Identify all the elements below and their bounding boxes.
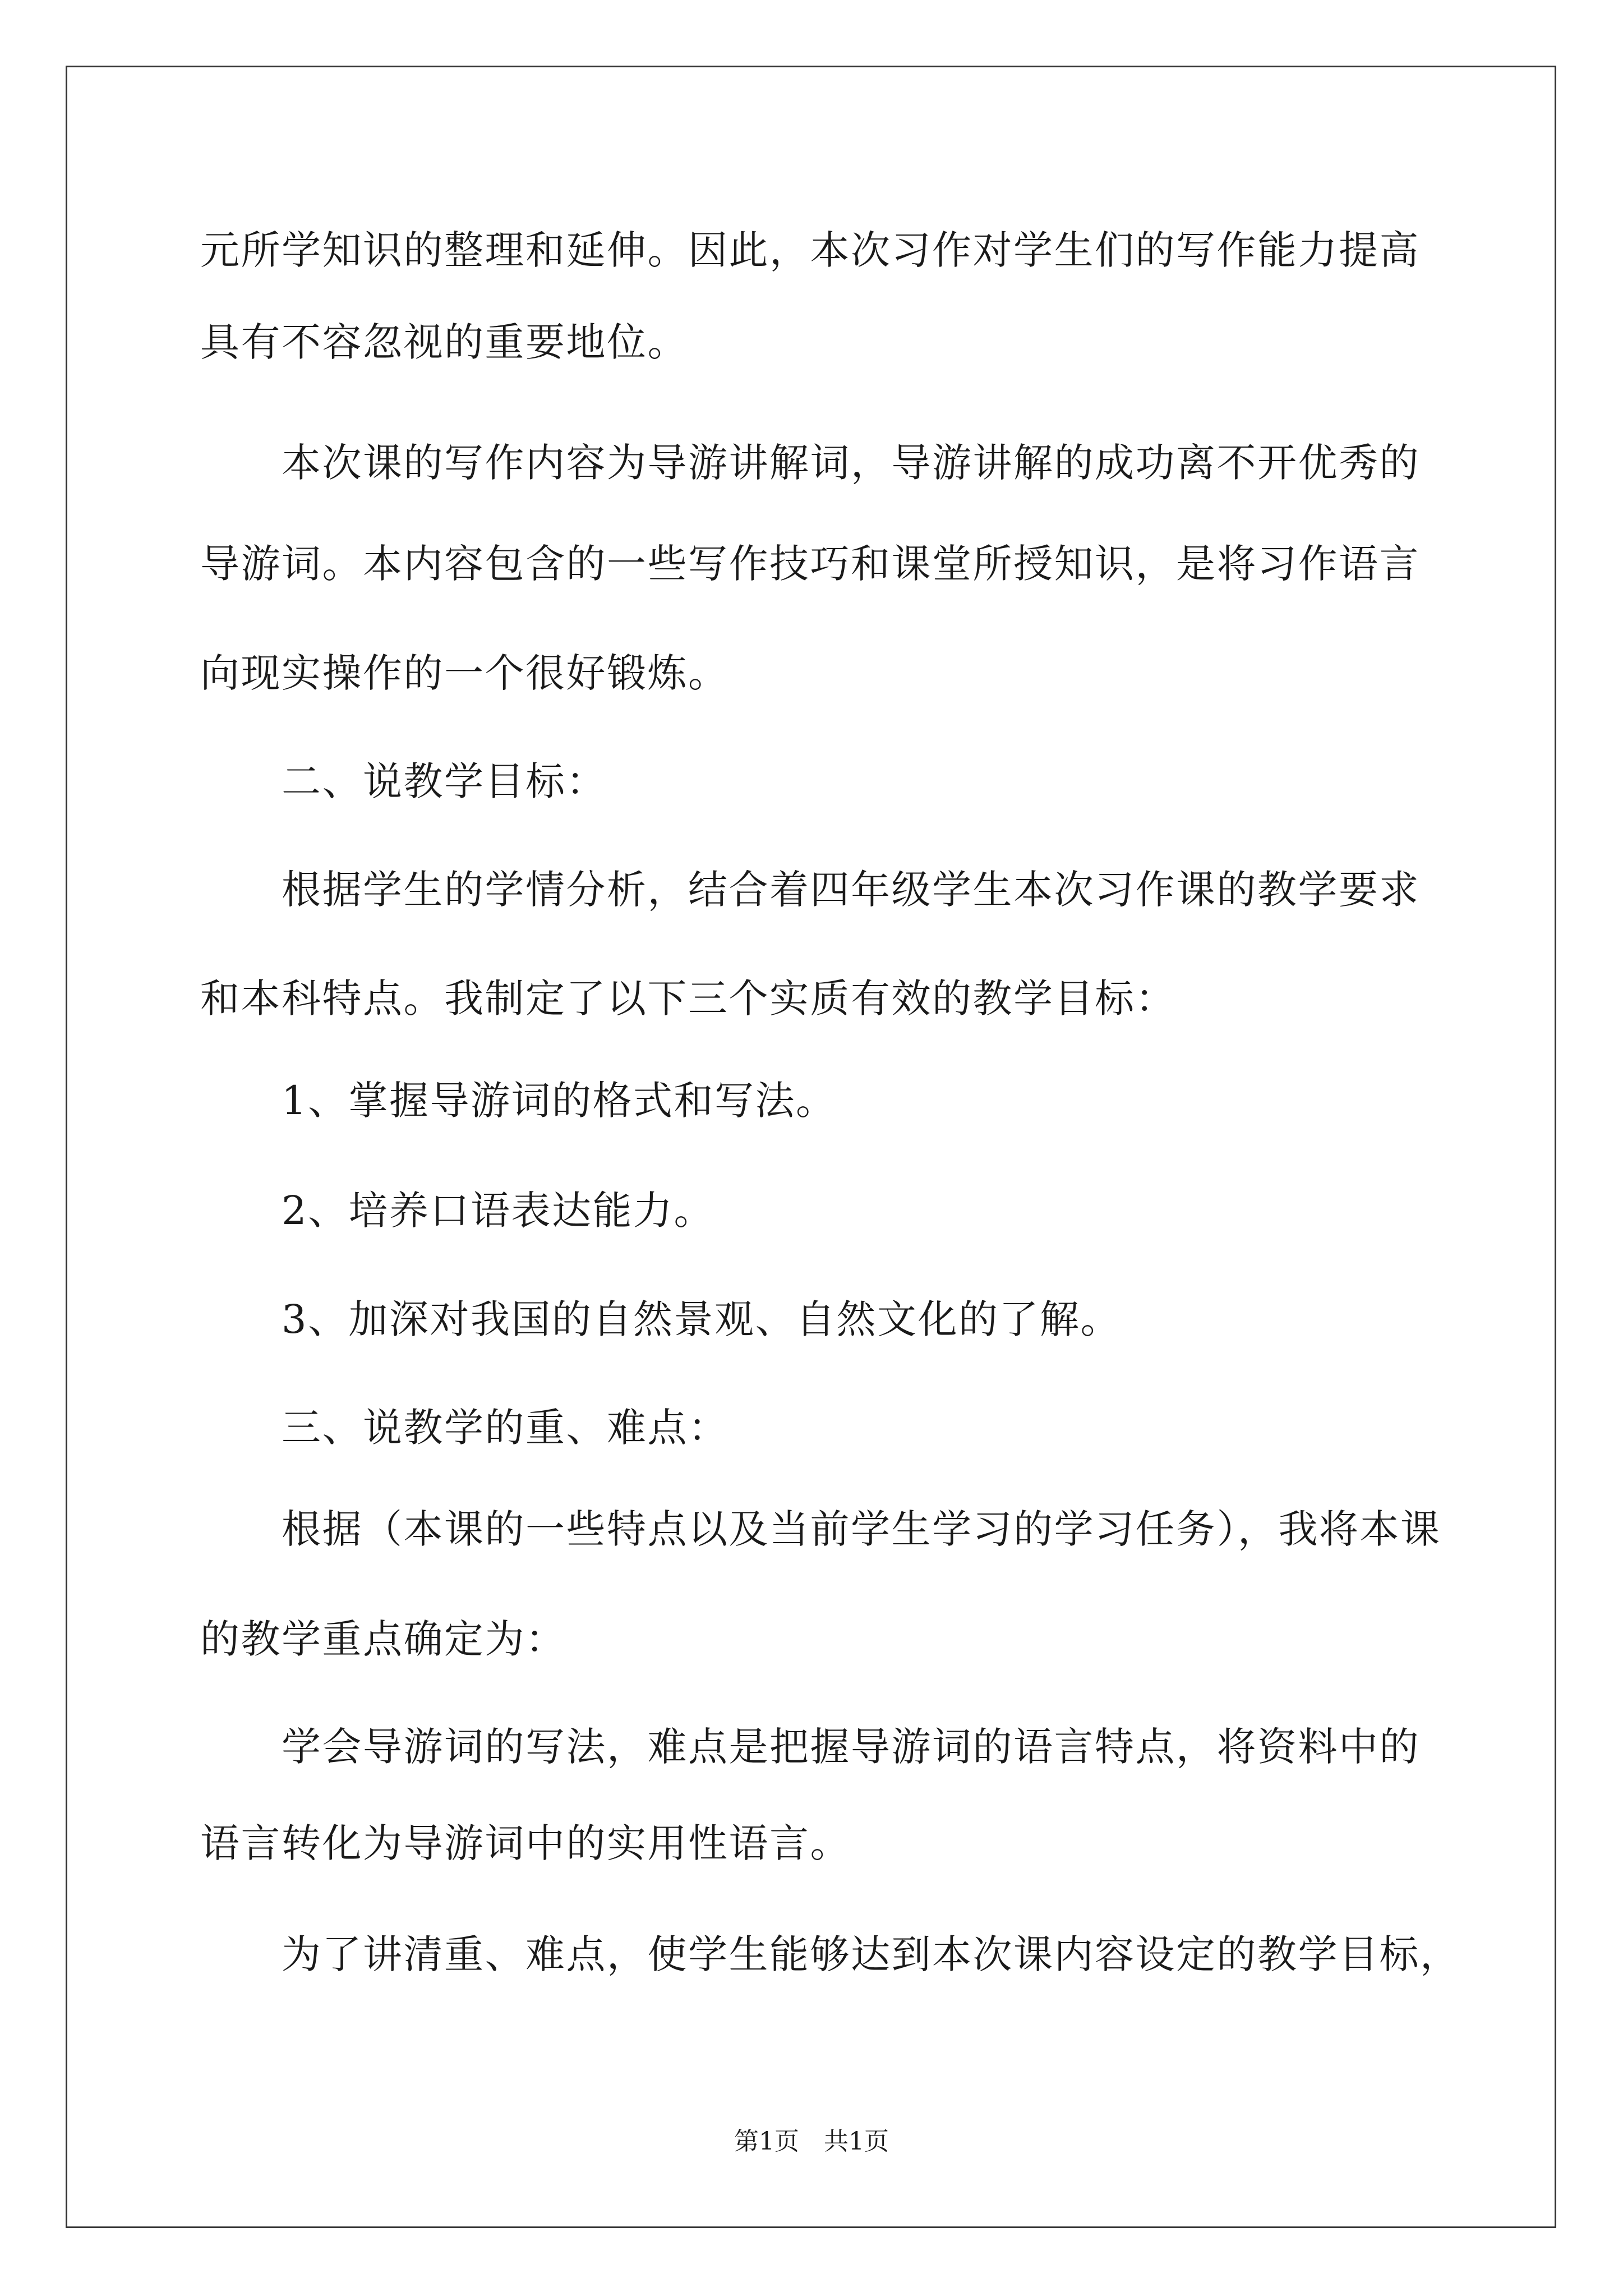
text-line: 和本科特点。我制定了以下三个实质有效的教学目标：: [200, 976, 1176, 1022]
text-line: 具有不容忽视的重要地位。: [200, 319, 688, 365]
text-line: 导游词。本内容包含的一些写作技巧和课堂所授知识，是将习作语言: [200, 541, 1420, 587]
text-line: 的教学重点确定为：: [200, 1616, 566, 1662]
section-heading: 二、说教学目标：: [282, 758, 607, 804]
text-line: 语言转化为导游词中的实用性语言。: [200, 1820, 851, 1866]
text-line: 元所学知识的整理和延伸。因此，本次习作对学生们的写作能力提高: [200, 227, 1420, 273]
page-number-footer: 第1页 共1页: [734, 2127, 889, 2156]
text-line: 向现实操作的一个很好锻炼。: [200, 650, 729, 696]
list-item: 1、掌握导游词的格式和写法。: [282, 1078, 837, 1124]
text-line: 根据（本课的一些特点以及当前学生学习的学习任务），我将本课: [282, 1506, 1441, 1552]
page-border: [66, 66, 1556, 2228]
list-item: 3、加深对我国的自然景观、自然文化的了解。: [282, 1296, 1122, 1342]
text-line: 为了讲清重、难点，使学生能够达到本次课内容设定的教学目标，: [282, 1931, 1461, 1977]
text-line: 本次课的写作内容为导游讲解词，导游讲解的成功离不开优秀的: [282, 440, 1420, 486]
text-line: 学会导游词的写法，难点是把握导游词的语言特点，将资料中的: [282, 1724, 1420, 1770]
list-item: 2、培养口语表达能力。: [282, 1188, 715, 1234]
text-line: 根据学生的学情分析，结合着四年级学生本次习作课的教学要求: [282, 867, 1420, 913]
section-heading: 三、说教学的重、难点：: [282, 1405, 729, 1451]
